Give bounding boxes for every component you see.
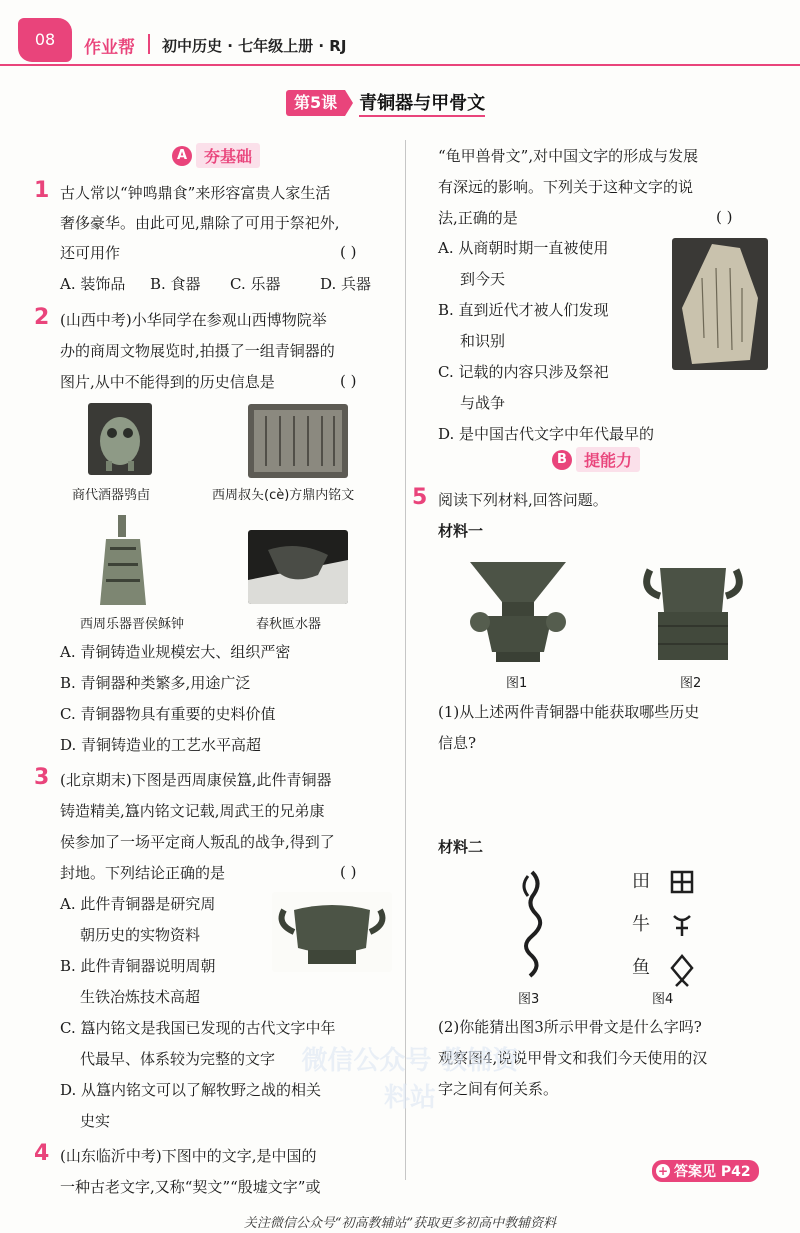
caption-inscription: 西周叔夨(cè)方鼎内铭文 — [212, 488, 355, 503]
q4-option-b: B. 直到近代才被人们发现 — [438, 301, 609, 319]
q3-option-c-cont: 代最早、体系较为完整的文字 — [80, 1050, 276, 1068]
material-1-label: 材料一 — [438, 522, 484, 540]
q4-option-c-cont: 与战争 — [460, 394, 506, 412]
q3-option-d: D. 从簋内铭文可以了解牧野之战的相关 — [60, 1081, 322, 1099]
q4-option-b-cont: 和识别 — [460, 332, 506, 350]
q3-option-b-cont: 生铁冶炼技术高超 — [80, 988, 201, 1006]
q2-option-c: C. 青铜器物具有重要的史料价值 — [60, 705, 276, 723]
figure-3-oracle-glyph — [508, 866, 554, 982]
q1-line: 古人常以“钟鸣鼎食”来形容富贵人家生活 — [60, 184, 331, 202]
q4-option-c: C. 记载的内容只涉及祭祀 — [438, 363, 609, 381]
section-a-name: 夯基础 — [196, 143, 260, 168]
q4-line: 法,正确的是 — [438, 209, 518, 227]
q1-option-a: A. 装饰品 — [60, 275, 126, 293]
figure-1-bronze-zun — [462, 556, 574, 664]
q3-option-d-cont: 史实 — [80, 1112, 111, 1130]
q4-line: (山东临沂中考)下图中的文字,是中国的 — [60, 1147, 317, 1165]
modern-char-tian: 田 — [632, 871, 650, 892]
question-3-number: 3 — [34, 765, 50, 790]
lesson-number: 第5课 — [286, 90, 345, 116]
q1-option-d: D. 兵器 — [320, 275, 372, 293]
q1-option-b: B. 食器 — [150, 275, 201, 293]
column-divider — [405, 140, 406, 1180]
q2-option-d: D. 青铜铸造业的工艺水平高超 — [60, 736, 262, 754]
answer-blank: ( ) — [340, 863, 357, 881]
figure-1-caption: 图1 — [506, 676, 528, 691]
material-2-label: 材料二 — [438, 838, 484, 856]
q3-line: 铸造精美,簋内铭文记载,周武王的兄弟康 — [60, 802, 325, 820]
caption-water-vessel: 春秋匜水器 — [256, 617, 322, 632]
caption-bell: 西周乐器晋侯稣钟 — [80, 617, 185, 632]
question-4-number: 4 — [34, 1141, 50, 1166]
figure-4-caption: 图4 — [652, 992, 674, 1007]
section-b-letter: B — [552, 450, 572, 470]
q2-line: (山西中考)小华同学在参观山西博物院举 — [60, 311, 327, 329]
q5-intro: 阅读下列材料,回答问题。 — [438, 491, 608, 509]
q2-option-b: B. 青铜器种类繁多,用途广泛 — [60, 674, 251, 692]
q3-line: (北京期末)下图是西周康侯簋,此件青铜器 — [60, 771, 332, 789]
section-b-tag — [552, 447, 640, 472]
owl-vessel-image — [88, 403, 152, 475]
q2-option-a: A. 青铜铸造业规模宏大、组织严密 — [60, 643, 291, 661]
section-b-name: 提能力 — [576, 447, 640, 472]
figure-2-caption: 图2 — [680, 676, 702, 691]
answer-reference-text: 答案见 P42 — [674, 1164, 751, 1180]
section-a-letter: A — [172, 146, 192, 166]
question-2-number: 2 — [34, 305, 50, 330]
caption-owl-vessel: 商代酒器鸮卣 — [72, 488, 151, 503]
q1-option-c: C. 乐器 — [230, 275, 281, 293]
brand-name: 作业帮 — [84, 38, 135, 58]
inscription-image — [248, 404, 348, 478]
q5-sub2-line: 观察图4,说说甲骨文和我们今天使用的汉 — [438, 1049, 708, 1067]
gui-vessel-image — [272, 892, 392, 972]
q4-line: 一种古老文字,又称“契文”“殷墟文字”或 — [60, 1178, 321, 1196]
header-rule — [0, 64, 800, 66]
lesson-arrow-icon — [345, 90, 353, 116]
lesson-name: 青铜器与甲骨文 — [359, 89, 485, 117]
plus-icon: + — [657, 1164, 669, 1178]
q4-line: “龟甲兽骨文”,对中国文字的形成与发展 — [438, 147, 699, 165]
answer-blank: ( ) — [716, 208, 733, 226]
q1-line: 还可用作 — [60, 244, 121, 262]
page-number-badge: 08 — [18, 18, 72, 62]
answer-blank: ( ) — [340, 372, 357, 390]
bell-image — [98, 515, 148, 607]
watermark: 微信公众号 教辅资料站 — [301, 1046, 519, 1113]
q3-option-b: B. 此件青铜器说明周朝 — [60, 957, 216, 975]
answer-reference-badge — [652, 1160, 759, 1182]
figure-4-oracle-glyphs — [668, 868, 698, 992]
q3-line: 封地。下列结论正确的是 — [60, 864, 226, 882]
oracle-bone-image — [672, 238, 768, 370]
q4-option-a: A. 从商朝时期一直被使用 — [438, 239, 609, 257]
q5-sub1-line: 信息? — [438, 734, 477, 752]
q5-sub2-line: (2)你能猜出图3所示甲骨文是什么字吗? — [438, 1018, 702, 1036]
q3-line: 侯参加了一场平定商人叛乱的战争,得到了 — [60, 833, 335, 851]
figure-3-caption: 图3 — [518, 992, 540, 1007]
section-a-tag — [172, 143, 260, 168]
q4-option-a-cont: 到今天 — [460, 270, 506, 288]
q4-line: 有深远的影响。下列关于这种文字的说 — [438, 178, 694, 196]
book-title: 初中历史 · 七年级上册 · RJ — [162, 37, 347, 55]
q5-sub2-line: 字之间有何关系。 — [438, 1080, 559, 1098]
question-1-number: 1 — [34, 178, 50, 203]
q2-line: 图片,从中不能得到的历史信息是 — [60, 373, 275, 391]
q3-option-a-cont: 朝历史的实物资料 — [80, 926, 201, 944]
modern-char-yu: 鱼 — [632, 957, 650, 978]
lesson-title — [286, 89, 485, 117]
q2-line: 办的商周文物展览时,拍摄了一组青铜器的 — [60, 342, 335, 360]
q3-option-a: A. 此件青铜器是研究周 — [60, 895, 216, 913]
q3-option-c: C. 簋内铭文是我国已发现的古代文字中年 — [60, 1019, 336, 1037]
header-separator — [148, 34, 150, 54]
water-vessel-image — [248, 530, 348, 604]
figure-2-bronze-gui — [638, 560, 748, 664]
q4-option-d: D. 是中国古代文字中年代最早的 — [438, 425, 655, 443]
modern-char-niu: 牛 — [632, 914, 650, 935]
question-5-number: 5 — [412, 485, 428, 510]
footer-note: 关注微信公众号“初高教辅站”获取更多初高中教辅资料 — [243, 1216, 557, 1231]
answer-blank: ( ) — [340, 243, 357, 261]
q5-sub1-line: (1)从上述两件青铜器中能获取哪些历史 — [438, 703, 700, 721]
q1-line: 奢侈豪华。由此可见,鼎除了可用于祭祀外, — [60, 214, 340, 232]
